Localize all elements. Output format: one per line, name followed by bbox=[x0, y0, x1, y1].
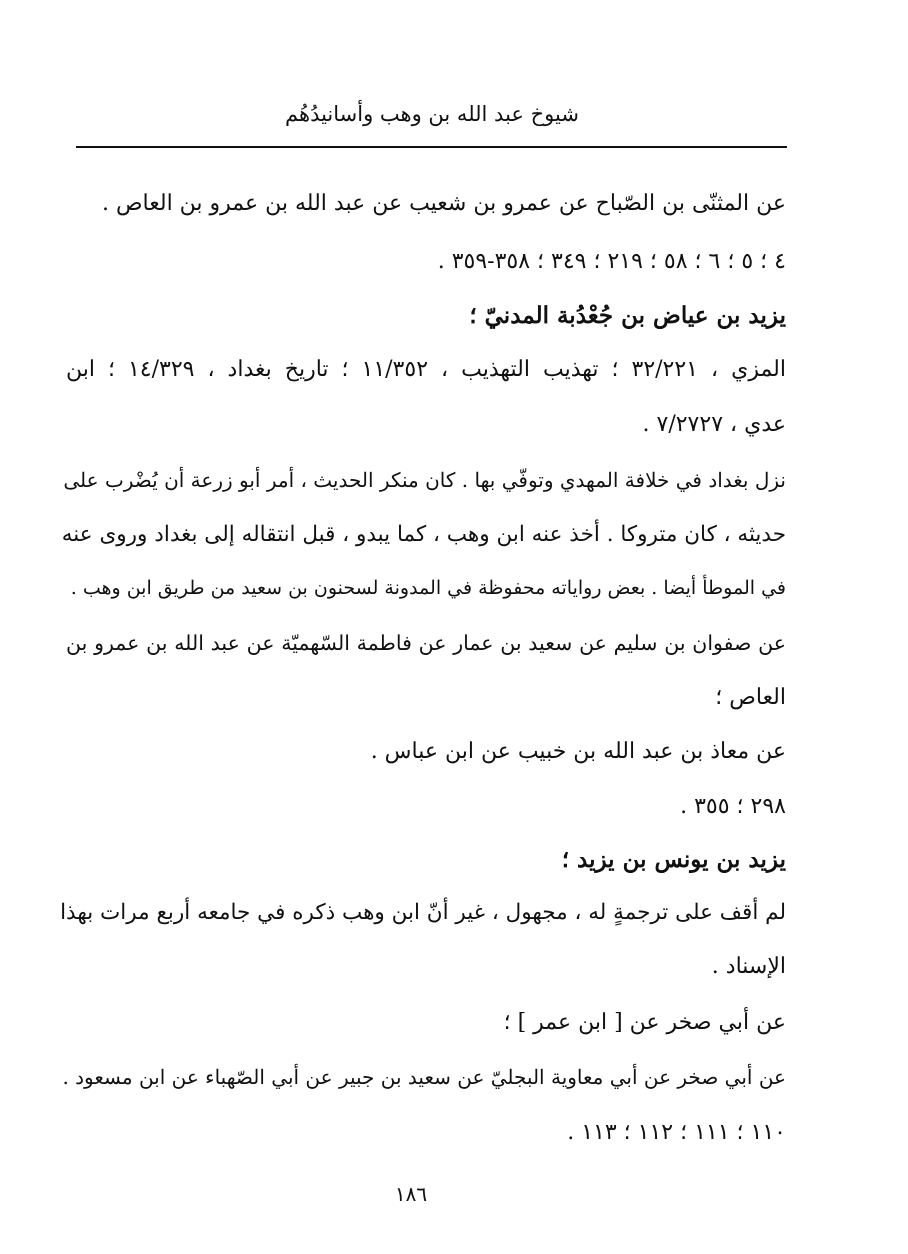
text-line: لم أقف على ترجمةٍ له ، مجهول ، غير أنّ ابن وهب ذكره في جامعه أربع مرات بهذا bbox=[60, 900, 786, 925]
text-line: عن أبي صخر عن أبي معاوية البجليّ عن سعيد بن جبير عن أبي الصّهباء عن ابن مسعود . bbox=[62, 1065, 786, 1089]
text-line: عن صفوان بن سليم عن سعيد بن عمار عن فاطمة السّهميّة عن عبد الله بن عمرو بن bbox=[66, 631, 786, 655]
entry-heading: يزيد بن يونس بن يزيد ؛ bbox=[561, 846, 786, 873]
text-line: عن معاذ بن عبد الله بن خبيب عن ابن عباس . bbox=[370, 739, 786, 764]
header-rule bbox=[76, 146, 787, 148]
reference-numbers-line: ٢٩٨ ؛ ٣٥٥ . bbox=[680, 794, 786, 819]
text-line: عن المثنّى بن الصّباح عن عمرو بن شعيب عن عبد الله بن عمرو بن العاص . bbox=[101, 191, 786, 216]
reference-numbers-line: ٤ ؛ ٥ ؛ ٦ ؛ ٥٨ ؛ ٢١٩ ؛ ٣٤٩ ؛ ٣٥٨-٣٥٩ . bbox=[437, 249, 786, 274]
reference-numbers-line: ١١٠ ؛ ١١١ ؛ ١١٢ ؛ ١١٣ . bbox=[567, 1120, 786, 1145]
entry-heading: يزيد بن عياض بن جُعْدُبة المدنيّ ؛ bbox=[469, 302, 786, 329]
text-line: العاص ؛ bbox=[715, 685, 786, 710]
text-line: عدي ، ٧/٢٧٢٧ . bbox=[642, 412, 786, 437]
text-line: المزي ، ٣٢/٢٢١ ؛ تهذيب التهذيب ، ١١/٣٥٢ ؛ تاريخ بغداد ، ١٤/٣٢٩ ؛ ابن bbox=[66, 357, 786, 382]
text-line: الإسناد . bbox=[711, 954, 786, 979]
text-line: نزل بغداد في خلافة المهدي وتوفّي بها . كان منكر الحديث ، أمر أبو زرعة أن يُضْرب على bbox=[63, 468, 786, 492]
text-line: عن أبي صخر عن [ ابن عمر ] ؛ bbox=[503, 1010, 786, 1035]
text-line: حديثه ، كان متروكا . أخذ عنه ابن وهب ، كما يبدو ، قبل انتقاله إلى بغداد وروى عنه bbox=[61, 522, 786, 547]
running-title: شيوخ عبد الله بن وهب وأسانيدُهُم bbox=[285, 102, 579, 126]
text-line: في الموطأ أيضا . بعض رواياته محفوظة في المدونة لسحنون بن سعيد من طريق ابن وهب . bbox=[70, 577, 786, 599]
page-number: ١٨٦ bbox=[394, 1182, 428, 1206]
